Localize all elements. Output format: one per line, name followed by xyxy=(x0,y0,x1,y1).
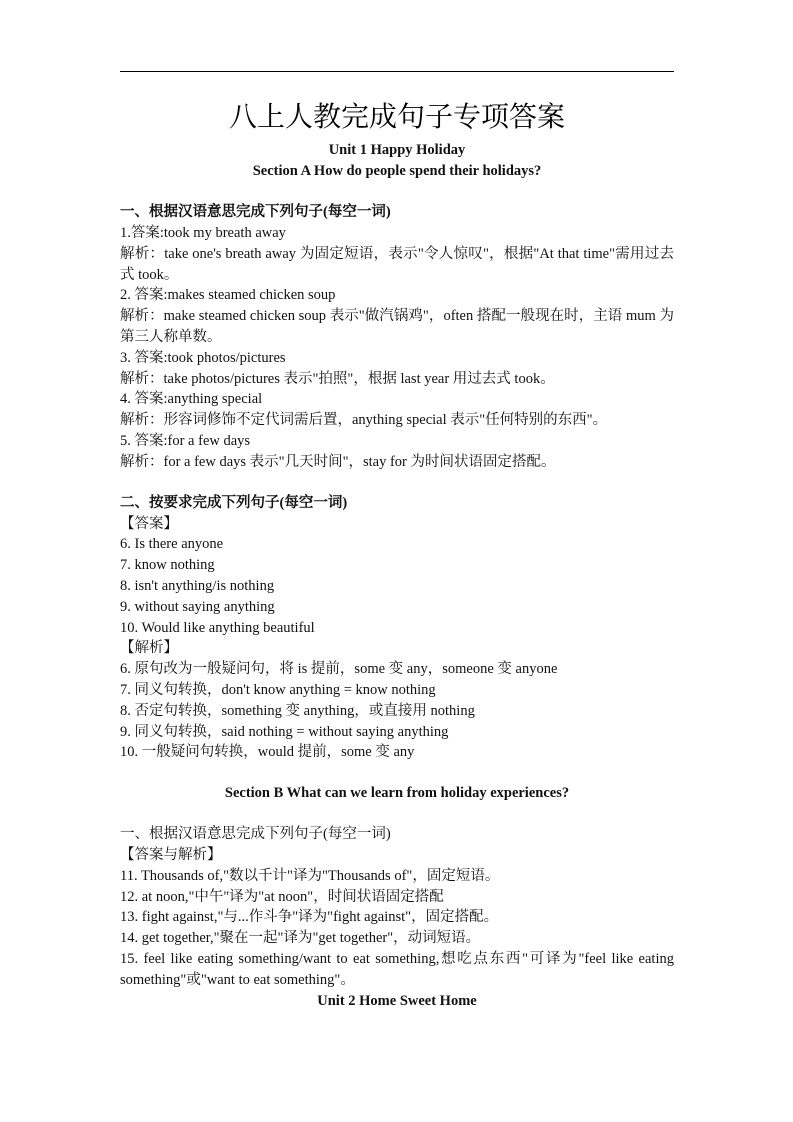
analysis-label: 【解析】 xyxy=(120,640,178,657)
section-b-heading: Section B What can we learn from holiday experiences? xyxy=(224,785,570,802)
answer-analysis-item: 14. get together,"聚在一起"译为"get together"，动词短语。 xyxy=(120,930,481,947)
analysis-item: 10. 一般疑问句转换，would 提前，some 变 any xyxy=(120,744,415,761)
answer-item: 6. Is there anyone xyxy=(120,536,224,553)
analysis-item: 8. 否定句转换，something 变 anything，或直接用 nothing xyxy=(120,702,475,719)
unit1-heading: Unit 1 Happy Holiday xyxy=(328,142,466,158)
answer-item: 7. know nothing xyxy=(120,557,215,574)
answer-analysis-item: 11. Thousands of,"数以千计"译为"Thousands of"，固定短语。 xyxy=(120,867,500,884)
answer-analysis-item: 12. at noon,"中午"译为"at noon"，时间状语固定搭配 xyxy=(120,888,444,905)
answer-line: 1.答案:took my breath away xyxy=(120,225,286,241)
answer-line: 5. 答案:for a few days xyxy=(120,432,251,449)
answer-line: 4. 答案:anything special xyxy=(120,391,263,408)
answer-item: 9. without saying anything xyxy=(120,598,275,615)
answer-analysis-item: 15. feel like eating something/want to eat something,想吃点东西"可译为"feel like eating something"或"want to eat something"。 xyxy=(120,950,674,988)
answer-item: 10. Would like anything beautiful xyxy=(120,619,315,636)
analysis-line: 解析：形容词修饰不定代词需后置，anything special 表示"任何特别的东西"。 xyxy=(120,412,608,429)
analysis-item: 9. 同义句转换，said nothing = without saying anything xyxy=(120,723,449,740)
answer-analysis-item: 13. fight against,"与...作斗争"译为"fight against"，固定搭配。 xyxy=(120,909,499,926)
document-title: 八上人教完成句子专项答案 xyxy=(228,102,565,133)
analysis-item: 7. 同义句转换，don't know anything = know nothing xyxy=(120,681,436,698)
analysis-line: 解析：take photos/pictures 表示"拍照"，根据 last year 用过去式 took。 xyxy=(120,370,555,387)
section-b-part1-heading: 一、根据汉语意思完成下列句子(每空一词) xyxy=(120,826,391,843)
answer-analysis-label: 【答案与解析】 xyxy=(120,846,222,863)
document-page xyxy=(120,96,674,1012)
analysis-line: 解析：take one's breath away 为固定短语，表示"令人惊叹"，根据"At that time"需用过去式 took。 xyxy=(120,245,674,283)
header-rule xyxy=(120,71,674,72)
analysis-item: 6. 原句改为一般疑问句，将 is 提前，some 变 any，someone 变 anyone xyxy=(120,661,558,678)
answer-item: 8. isn't anything/is nothing xyxy=(120,577,275,594)
part2-heading: 二、按要求完成下列句子(每空一词) xyxy=(120,494,348,511)
analysis-line: 解析：for a few days 表示"几天时间"，stay for 为时间状语固定搭配。 xyxy=(120,453,556,470)
analysis-line: 解析：make steamed chicken soup 表示"做汽锅鸡"，often 搭配一般现在时，主语 mum 为第三人称单数。 xyxy=(120,308,674,345)
part1-heading: 一、根据汉语意思完成下列句子(每空一词) xyxy=(120,204,391,220)
unit2-heading: Unit 2 Home Sweet Home xyxy=(317,992,477,1009)
section-a-heading: Section A How do people spend their holidays? xyxy=(252,163,542,179)
answer-line: 3. 答案:took photos/pictures xyxy=(120,349,286,366)
answer-label: 【答案】 xyxy=(120,515,178,532)
answer-line: 2. 答案:makes steamed chicken soup xyxy=(120,287,336,304)
